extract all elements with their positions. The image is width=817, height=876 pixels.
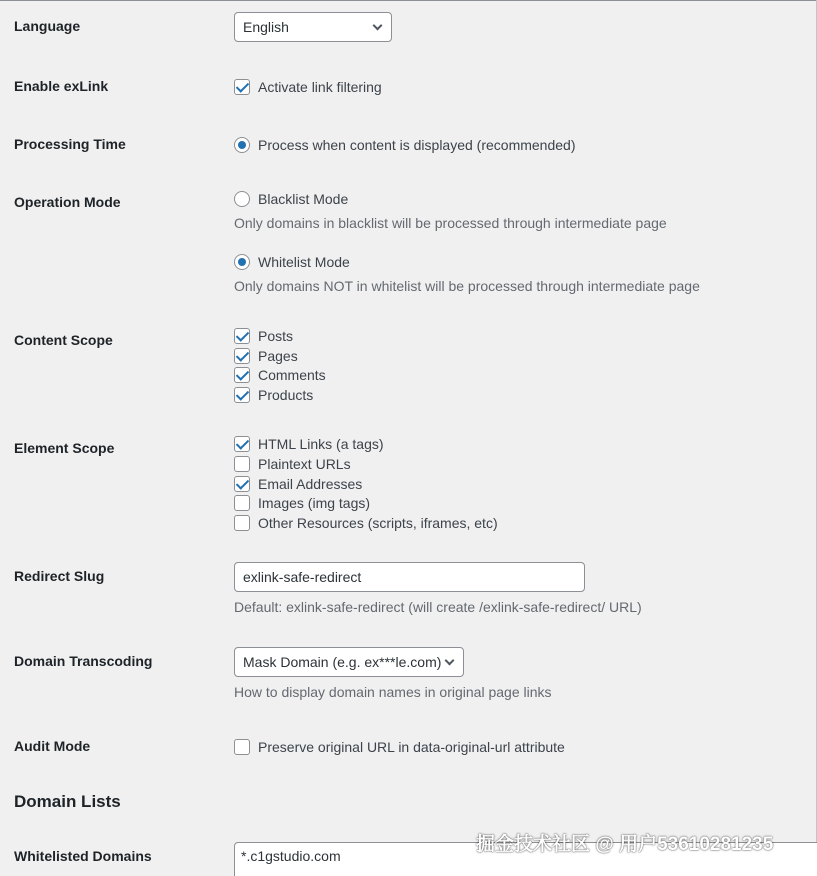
domain-transcoding-label: Domain Transcoding [14, 653, 153, 669]
element-scope-item[interactable] [234, 493, 370, 513]
whitelist-mode-description: Only domains NOT in whitelist will be processed through intermediate page [234, 278, 700, 294]
pages-label: Pages [258, 348, 298, 364]
chevron-down-icon [445, 656, 455, 666]
comments-checkbox[interactable] [234, 367, 250, 383]
element-scope-item[interactable] [234, 434, 384, 454]
operation-mode-label: Operation Mode [14, 194, 121, 210]
audit-mode-option: Preserve original URL in data-original-url attribute [258, 739, 565, 755]
element-scope-item[interactable] [234, 474, 362, 494]
html-links-checkbox[interactable] [234, 436, 250, 452]
processing-time-radio[interactable] [234, 137, 250, 153]
language-label: Language [14, 18, 81, 34]
plaintext-urls-label: Plaintext URLs [258, 456, 351, 472]
processing-time-label: Processing Time [14, 136, 126, 152]
email-addresses-checkbox[interactable] [234, 476, 250, 492]
whitelist-mode-option: Whitelist Mode [258, 254, 350, 270]
redirect-slug-input[interactable]: exlink-safe-redirect [234, 562, 585, 592]
blacklist-mode-row[interactable] [234, 189, 348, 209]
domain-transcoding-description: How to display domain names in original page links [234, 684, 552, 700]
watermark: 掘金技术社区 @ 用户53610281235 [476, 834, 774, 855]
blacklist-mode-radio[interactable] [234, 191, 250, 207]
redirect-slug-description: Default: exlink-safe-redirect (will create /exlink-safe-redirect/ URL) [234, 599, 642, 615]
audit-mode-checkbox[interactable] [234, 739, 250, 755]
other-resources-checkbox[interactable] [234, 515, 250, 531]
images-label: Images (img tags) [258, 495, 371, 511]
posts-label: Posts [258, 328, 294, 344]
html-links-label: HTML Links (a tags) [258, 436, 384, 452]
audit-mode-row[interactable] [234, 737, 565, 757]
processing-time-option: Process when content is displayed (recommended) [258, 137, 576, 153]
top-border [0, 0, 817, 1]
element-scope-item[interactable] [234, 454, 351, 474]
domain-transcoding-select[interactable] [234, 647, 464, 677]
domain-transcoding-value: Mask Domain (e.g. ex***le.com) [243, 654, 442, 670]
element-scope-item[interactable] [234, 513, 498, 533]
content-scope-label: Content Scope [14, 332, 113, 348]
other-resources-label: Other Resources (scripts, iframes, etc) [258, 515, 498, 531]
redirect-slug-label: Redirect Slug [14, 568, 105, 584]
content-scope-item[interactable] [234, 385, 313, 405]
plaintext-urls-checkbox[interactable] [234, 456, 250, 472]
blacklist-mode-description: Only domains in blacklist will be processed through intermediate page [234, 215, 667, 231]
enable-exlink-option: Activate link filtering [258, 79, 382, 95]
pages-checkbox[interactable] [234, 348, 250, 364]
language-select[interactable] [234, 12, 392, 42]
enable-exlink-label: Enable exLink [14, 78, 109, 94]
language-select-value: English [243, 19, 289, 35]
content-scope-item[interactable] [234, 346, 298, 366]
comments-label: Comments [258, 367, 326, 383]
chevron-down-icon [373, 21, 383, 31]
products-checkbox[interactable] [234, 387, 250, 403]
enable-exlink-row[interactable] [234, 77, 382, 97]
audit-mode-label: Audit Mode [14, 738, 91, 754]
blacklist-mode-option: Blacklist Mode [258, 191, 349, 207]
processing-time-row[interactable] [234, 135, 576, 155]
content-scope-item[interactable] [234, 365, 326, 385]
enable-exlink-checkbox[interactable] [234, 79, 250, 95]
domain-lists-heading: Domain Lists [14, 792, 121, 811]
whitelist-mode-radio[interactable] [234, 254, 250, 270]
posts-checkbox[interactable] [234, 328, 250, 344]
whitelisted-domains-label: Whitelisted Domains [14, 848, 152, 864]
whitelist-mode-row[interactable] [234, 252, 350, 272]
whitelisted-domains-textarea[interactable]: *.c1gstudio.com [234, 842, 817, 876]
email-addresses-label: Email Addresses [258, 476, 363, 492]
content-scope-item[interactable] [234, 326, 293, 346]
element-scope-label: Element Scope [14, 440, 115, 456]
images-checkbox[interactable] [234, 495, 250, 511]
products-label: Products [258, 387, 314, 403]
